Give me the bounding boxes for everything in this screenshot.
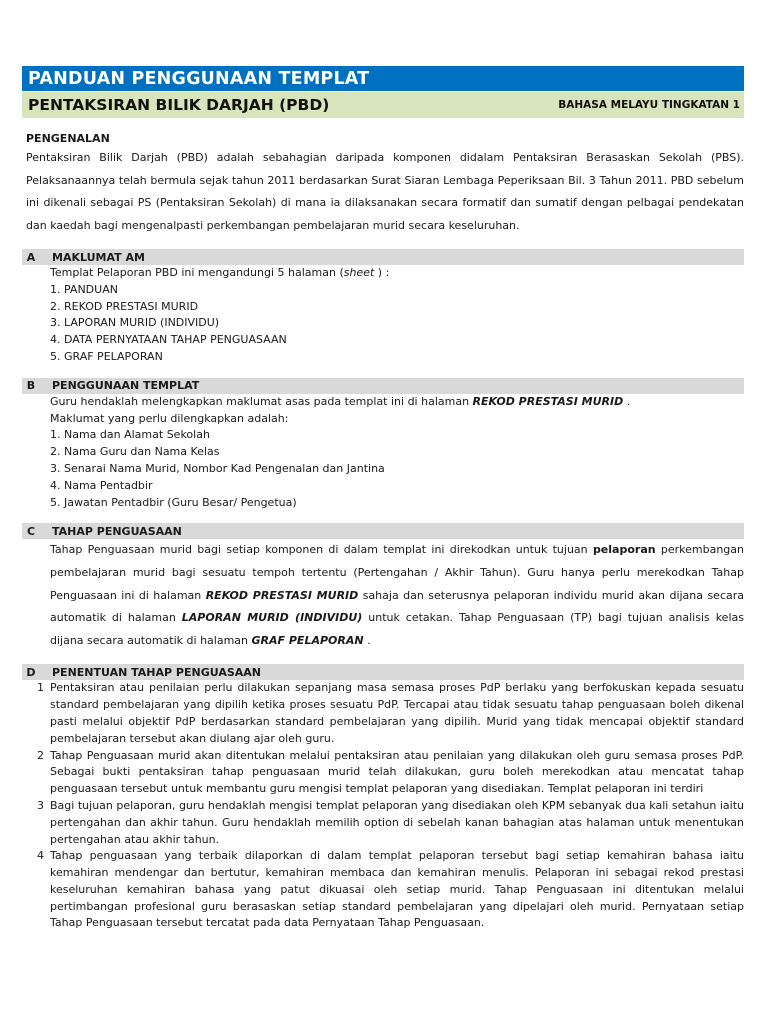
item-text: Tahap penguasaan yang terbaik dilaporkan di dalam templat pelaporan tersebut bagi setiap kemahiran bahasa iaitu kemahiran mendengar dan bertutur, kemahiran membaca dan kemahiran menulis. Pelaporan ini sebagai rekod prestasi keseluruhan kemahiran bahasa yang patut dikuasai oleh setiap murid. Tahap Penguasaan ini ditentukan melalui pertimbangan profesional guru berasaskan setiap standard pembelajaran yang dipelajari oleh murid. Pernyataan setiap Tahap Penguasaan tersebut tercatat pada data Pernyataan Tahap Penguasaan. — [50, 849, 744, 930]
list-item: 3. Senarai Nama Murid, Nombor Kad Pengenalan dan Jantina — [50, 461, 385, 475]
list-item: 2. Nama Guru dan Nama Kelas — [50, 445, 220, 459]
section-a-header — [22, 249, 744, 265]
list-item: 1. Nama dan Alamat Sekolah — [50, 428, 210, 442]
page-title: PANDUAN PENGGUNAAN TEMPLAT — [28, 68, 370, 89]
list-item: 3. LAPORAN MURID (INDIVIDU) — [50, 316, 220, 330]
section-b-header — [22, 378, 744, 394]
section-d-letter: D — [26, 665, 36, 679]
section-a-heading: MAKLUMAT AM — [52, 250, 145, 264]
list-item: 5. Jawatan Pentadbir (Guru Besar/ Pengetua) — [50, 495, 297, 509]
section-b — [22, 378, 744, 512]
section-d-heading: PENENTUAN TAHAP PENGUASAAN — [52, 665, 261, 679]
list-item: 2. REKOD PRESTASI MURID — [50, 299, 199, 313]
section-d — [22, 664, 744, 932]
item-number: 2 — [37, 748, 44, 762]
list-item: 4. Nama Pentadbir — [50, 478, 153, 492]
item-number: 3 — [37, 798, 44, 812]
section-c-paragraph: Tahap Penguasaan murid bagi setiap komponen di dalam templat ini direkodkan untuk tujuan pelaporan perkembangan pembelajaran murid bagi sesuatu tempoh tertentu (Pertengahan / Akhir Tahun). Guru hanya perlu merekodkan Tahap Penguasaan ini di halaman REKOD PRESTASI MURID sahaja dan seterusnya pelaporan individu murid akan dijana secara automatik di halaman LAPORAN MURID (INDIVIDU) untuk cetakan. Tahap Penguasaan (TP) bagi tujuan analisis kelas dijana secara automatik di halaman GRAF PELAPORAN . — [50, 543, 745, 647]
intro-section — [22, 131, 744, 237]
guide-page — [22, 66, 744, 932]
section-c — [22, 523, 744, 652]
item-number: 1 — [37, 681, 44, 695]
numbered-item — [22, 680, 744, 747]
intro-paragraph: Pentaksiran Bilik Darjah (PBD) adalah sebahagian daripada komponen didalam Pentaksiran Berasaskan Sekolah (PBS). Pelaksanaannya telah bermula sejak tahun 2011 berdasarkan Surat Siaran Lembaga Peperiksaan Bil. 3 Tahun 2011. PBD sebelum ini dikenali sebagai PS (Pentaksiran Sekolah) di mana ia dilaksanakan secara formatif dan sumatif dengan pelbagai pendekatan dan kaedah bagi mengenalpasti perkembangan pembelajaran murid secara keseluruhan. — [26, 151, 744, 232]
numbered-item — [22, 848, 744, 932]
subject-label: BAHASA MELAYU TINGKATAN 1 — [558, 99, 740, 111]
section-b-heading: PENGGUNAAN TEMPLAT — [52, 379, 200, 393]
intro-heading: PENGENALAN — [26, 132, 110, 145]
item-text: Tahap Penguasaan murid akan ditentukan melalui pentaksiran atau penilaian yang dilakukan oleh guru semasa proses PdP. Sebagai bukti pentaksiran tahap penguasaan murid telah dilakukan, guru boleh merekodkan atau mencatat tahap penguasaan tersebut untuk membantu guru mengisi templat pelaporan yang disediakan. Templat pelaporan ini terdiri — [50, 748, 744, 796]
section-d-header — [22, 664, 744, 680]
list-item: 5. GRAF PELAPORAN — [50, 349, 163, 363]
numbered-item — [22, 798, 744, 848]
item-number: 4 — [37, 849, 44, 863]
section-c-header — [22, 523, 744, 539]
page-subtitle: PENTAKSIRAN BILIK DARJAH (PBD) — [28, 96, 330, 114]
item-text: Pentaksiran atau penilaian perlu dilakukan sepanjang masa semasa proses PdP berlaku yang berfokuskan kepada sesuatu standard pembelajaran yang dipilih ketika proses sesuatu PdP. Tercapai atau tidak sesuatu tahap penguasaan boleh dikenal pasti melalui objektif PdP berdasarkan standard pembelajaran yang dipilih. Murid yang tidak mencapai objektif standard pembelajaran tersebut akan diulang ajar oleh guru. — [50, 681, 744, 745]
numbered-item — [22, 748, 744, 798]
section-b-lead: Guru hendaklah melengkapkan maklumat asas pada templat ini di halaman REKOD PRESTASI MURID . — [50, 394, 631, 408]
list-item: 4. DATA PERNYATAAN TAHAP PENGUASAAN — [50, 333, 287, 347]
title-bar — [22, 66, 744, 91]
section-a-letter: A — [26, 250, 36, 264]
section-a — [22, 249, 744, 366]
section-c-letter: C — [26, 524, 36, 538]
section-b-lead2: Maklumat yang perlu dilengkapkan adalah: — [50, 411, 289, 425]
item-text: Bagi tujuan pelaporan, guru hendaklah mengisi templat pelaporan yang disediakan oleh KPM sebanyak dua kali setahun iaitu pertengahan dan akhir tahun. Guru hendaklah memilih option di sebelah kanan bahagian atas halaman untuk menentukan pertengahan atau akhir tahun. — [50, 798, 744, 846]
section-a-lead: Templat Pelaporan PBD ini mengandungi 5 halaman (sheet ) : — [50, 266, 390, 279]
section-c-heading: TAHAP PENGUASAAN — [52, 524, 182, 538]
subtitle-bar — [22, 92, 744, 118]
section-b-letter: B — [26, 379, 36, 393]
list-item: 1. PANDUAN — [50, 282, 118, 296]
